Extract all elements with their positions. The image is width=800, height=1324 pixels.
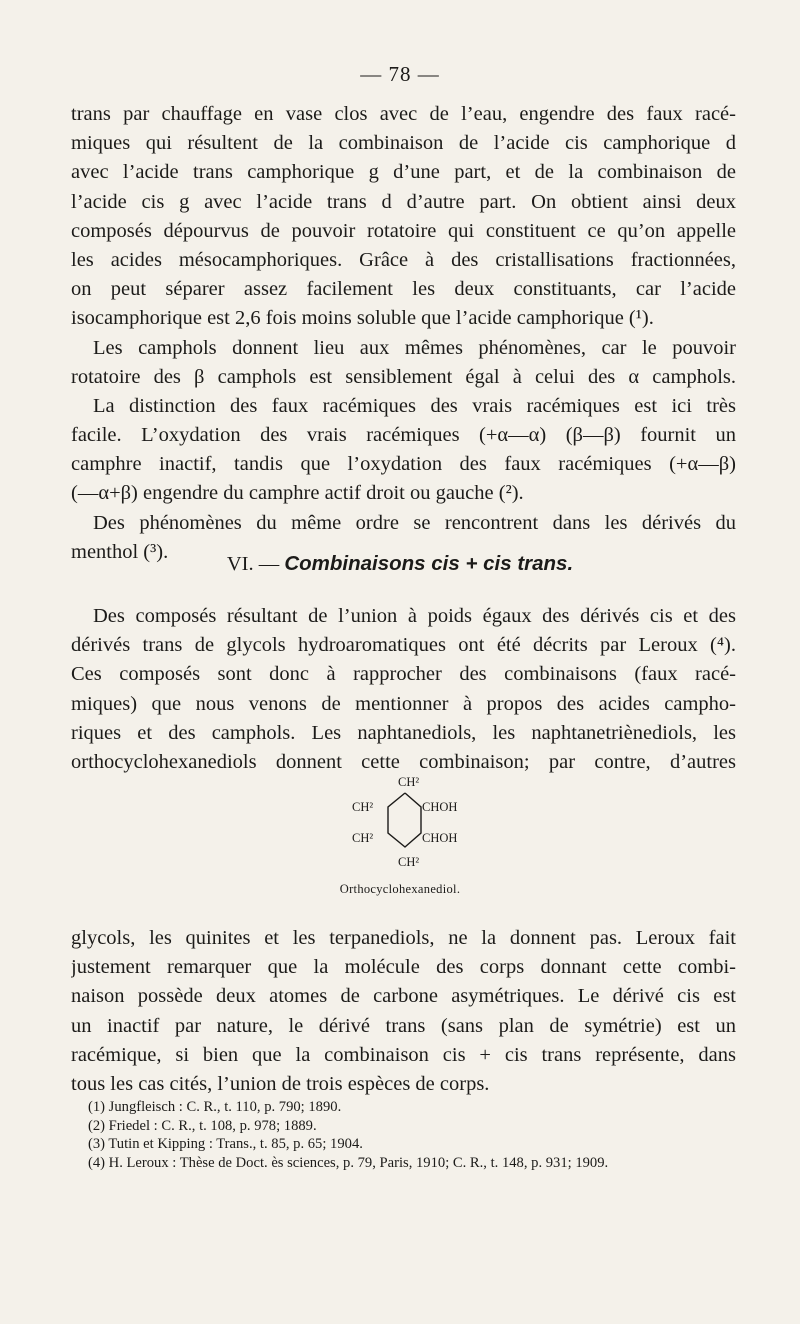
footnote: (4) H. Leroux : Thèse de Doct. ès sciences, p. 79, Paris, 1910; C. R., t. 148, p. 931; 1909. bbox=[88, 1154, 609, 1171]
formula-bottom: CH² bbox=[398, 855, 420, 869]
text-line: (—α+β) engendre du camphre actif droit ou gauche (²). bbox=[71, 482, 524, 505]
text-line: miques qui résultent de la combinaison de l’acide cis camphorique d bbox=[71, 132, 736, 155]
text-line: dérivés trans de glycols hydroaromatiques ont été décrits par Leroux (⁴). bbox=[71, 634, 736, 657]
text-line: tous les cas cités, l’union de trois espèces de corps. bbox=[71, 1072, 490, 1095]
footnote: (3) Tutin et Kipping : Trans., t. 85, p. 65; 1904. bbox=[88, 1136, 363, 1152]
page-number: — 78 — bbox=[360, 62, 440, 86]
text-line: miques) que nous venons de mentionner à propos des acides campho- bbox=[71, 692, 736, 715]
section-number: VI. — bbox=[226, 553, 280, 575]
text-line: La distinction des faux racémiques des vrais racémiques est ici très bbox=[93, 394, 736, 417]
text-line: justement remarquer que la molécule des corps donnant cette combi- bbox=[71, 956, 736, 979]
text-line: menthol (³). bbox=[71, 540, 169, 563]
structural-formula bbox=[330, 775, 480, 895]
footnote: (2) Friedel : C. R., t. 108, p. 978; 1889. bbox=[88, 1117, 317, 1134]
formula-top: CH² bbox=[398, 775, 420, 789]
text-line: on peut séparer assez facilement les deux constituants, car l’acide bbox=[71, 278, 736, 301]
paragraph-top bbox=[71, 100, 736, 567]
text-line: isocamphorique est 2,6 fois moins soluble que l’acide camphorique (¹). bbox=[71, 307, 654, 330]
text-line: facile. L’oxydation des vrais racémiques (+α—α) (β—β) fournit un bbox=[71, 424, 736, 447]
text-line: composés dépourvus de pouvoir rotatoire qui constituent ce qu’on appelle bbox=[71, 219, 736, 242]
paragraph-bottom bbox=[71, 924, 736, 1099]
formula-upper-left: CH² bbox=[352, 800, 374, 814]
text-line: rotatoire des β camphols est sensiblement égal à celui des α camphols. bbox=[71, 365, 736, 388]
formula-lower-right: CHOH bbox=[422, 831, 458, 845]
formula-lower-left: CH² bbox=[352, 831, 374, 845]
paragraph-middle bbox=[71, 602, 736, 777]
text-line: les acides mésocamphoriques. Grâce à des cristallisations fractionnées, bbox=[71, 248, 736, 271]
text-line: racémique, si bien que la combinaison cis + cis trans représente, dans bbox=[71, 1043, 736, 1066]
text-line: Les camphols donnent lieu aux mêmes phénomènes, car le pouvoir bbox=[93, 336, 736, 359]
text-line: trans par chauffage en vase clos avec de l’eau, engendre des faux racé- bbox=[71, 103, 736, 125]
footnote: (1) Jungfleisch : C. R., t. 110, p. 790; 1890. bbox=[88, 1099, 342, 1115]
text-line: l’acide cis g avec l’acide trans d d’autre part. On obtient ainsi deux bbox=[71, 190, 736, 213]
text-line: Ces composés sont donc à rapprocher des combinaisons (faux racé- bbox=[71, 663, 736, 686]
text-line: camphre inactif, tandis que l’oxydation des faux racémiques (+α—β) bbox=[71, 453, 736, 476]
section-title: Combinaisons cis + cis trans. bbox=[284, 552, 574, 575]
text-line: avec l’acide trans camphorique g d’une part, et de la combinaison de bbox=[71, 161, 736, 184]
section-heading bbox=[0, 552, 800, 576]
text-line: glycols, les quinites et les terpanediols, ne la donnent pas. Leroux fait bbox=[71, 927, 736, 949]
text-line: naison possède deux atomes de carbone asymétriques. Le dérivé cis est bbox=[71, 985, 736, 1008]
text-line: un inactif par nature, le dérivé trans (sans plan de symétrie) est un bbox=[71, 1014, 736, 1037]
formula-upper-right: CHOH bbox=[422, 800, 458, 814]
formula-caption: Orthocyclohexanediol. bbox=[339, 882, 461, 896]
text-line: Des composés résultant de l’union à poids égaux des dérivés cis et des bbox=[93, 605, 736, 627]
text-line: riques et des camphols. Les naphtanediols, les naphtanetriènediols, les bbox=[71, 721, 736, 744]
text-line: orthocyclohexanediols donnent cette combinaison; par contre, d’autres bbox=[71, 750, 736, 773]
footnotes bbox=[88, 1098, 748, 1172]
text-line: Des phénomènes du même ordre se rencontrent dans les dérivés du bbox=[93, 511, 736, 534]
